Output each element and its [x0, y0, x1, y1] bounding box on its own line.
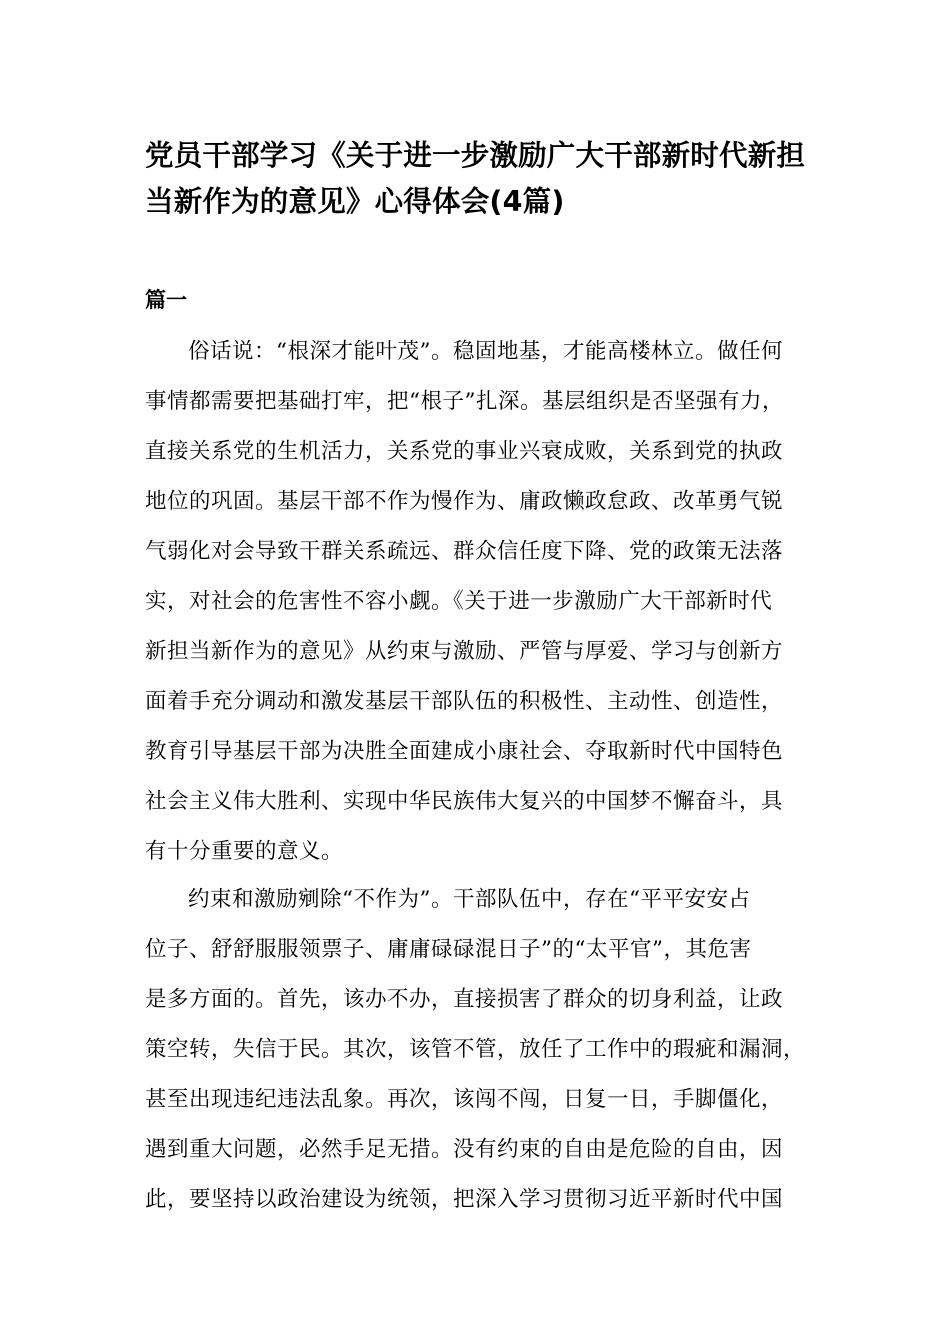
text-line: 此，要坚持以政治建设为统领，把深入学习贯彻习近平新时代中国: [145, 1187, 784, 1212]
text-line: 甚至出现违纪违法乱象。再次，该闯不闯，日复一日，手脚僵化，: [145, 1087, 784, 1112]
text-line: 是多方面的。首先，该办不办，直接损害了群众的切身利益，让政: [145, 987, 784, 1012]
text-line: 新担当新作为的意见》从约束与激励、严管与厚爱、学习与创新方: [145, 639, 784, 664]
title-line: 党员干部学习《关于进一步激励广大干部新时代新担: [145, 139, 806, 172]
text-line: 社会主义伟大胜利、实现中华民族伟大复兴的中国梦不懈奋斗，具: [145, 789, 784, 814]
paragraph-1: [145, 327, 835, 877]
text-line: 面着手充分调动和激发基层干部队伍的积极性、主动性、创造性，: [145, 689, 784, 714]
text-line: 策空转，失信于民。其次，该管不管，放任了工作中的瑕疵和漏洞，: [145, 1037, 806, 1062]
text-line: 事情都需要把基础打牢，把“根子”扎深。基层组织是否坚强有力，: [145, 389, 784, 414]
text-line: 教育引导基层干部为决胜全面建成小康社会、夺取新时代中国特色: [145, 739, 784, 764]
text-line: 实，对社会的危害性不容小觑。《关于进一步激励广大干部新时代: [145, 589, 773, 614]
text-line: 俗话说：“根深才能叶茂”。稳固地基，才能高楼林立。做任何: [188, 339, 783, 364]
paragraph-2: [145, 875, 835, 1225]
text-line: 有十分重要的意义。: [145, 839, 344, 864]
section-heading: 篇一: [145, 288, 187, 312]
text-line: 气弱化对会导致干群关系疏远、群众信任度下降、党的政策无法落: [145, 539, 784, 564]
document-title: [145, 133, 825, 225]
text-line: 地位的巩固。基层干部不作为慢作为、庸政懒政怠政、改革勇气锐: [145, 489, 784, 514]
text-line: 直接关系党的生机活力，关系党的事业兴衰成败，关系到党的执政: [145, 439, 784, 464]
text-line: 遇到重大问题，必然手足无措。没有约束的自由是危险的自由，因: [145, 1137, 784, 1162]
text-line: 位子、舒舒服服领票子、庸庸碌碌混日子”的“太平官”，其危害: [145, 937, 752, 962]
text-line: 约束和激励剜除“不作为”。干部队伍中，存在“平平安安占: [188, 887, 751, 912]
title-line: 当新作为的意见》心得体会(4篇): [145, 185, 565, 218]
